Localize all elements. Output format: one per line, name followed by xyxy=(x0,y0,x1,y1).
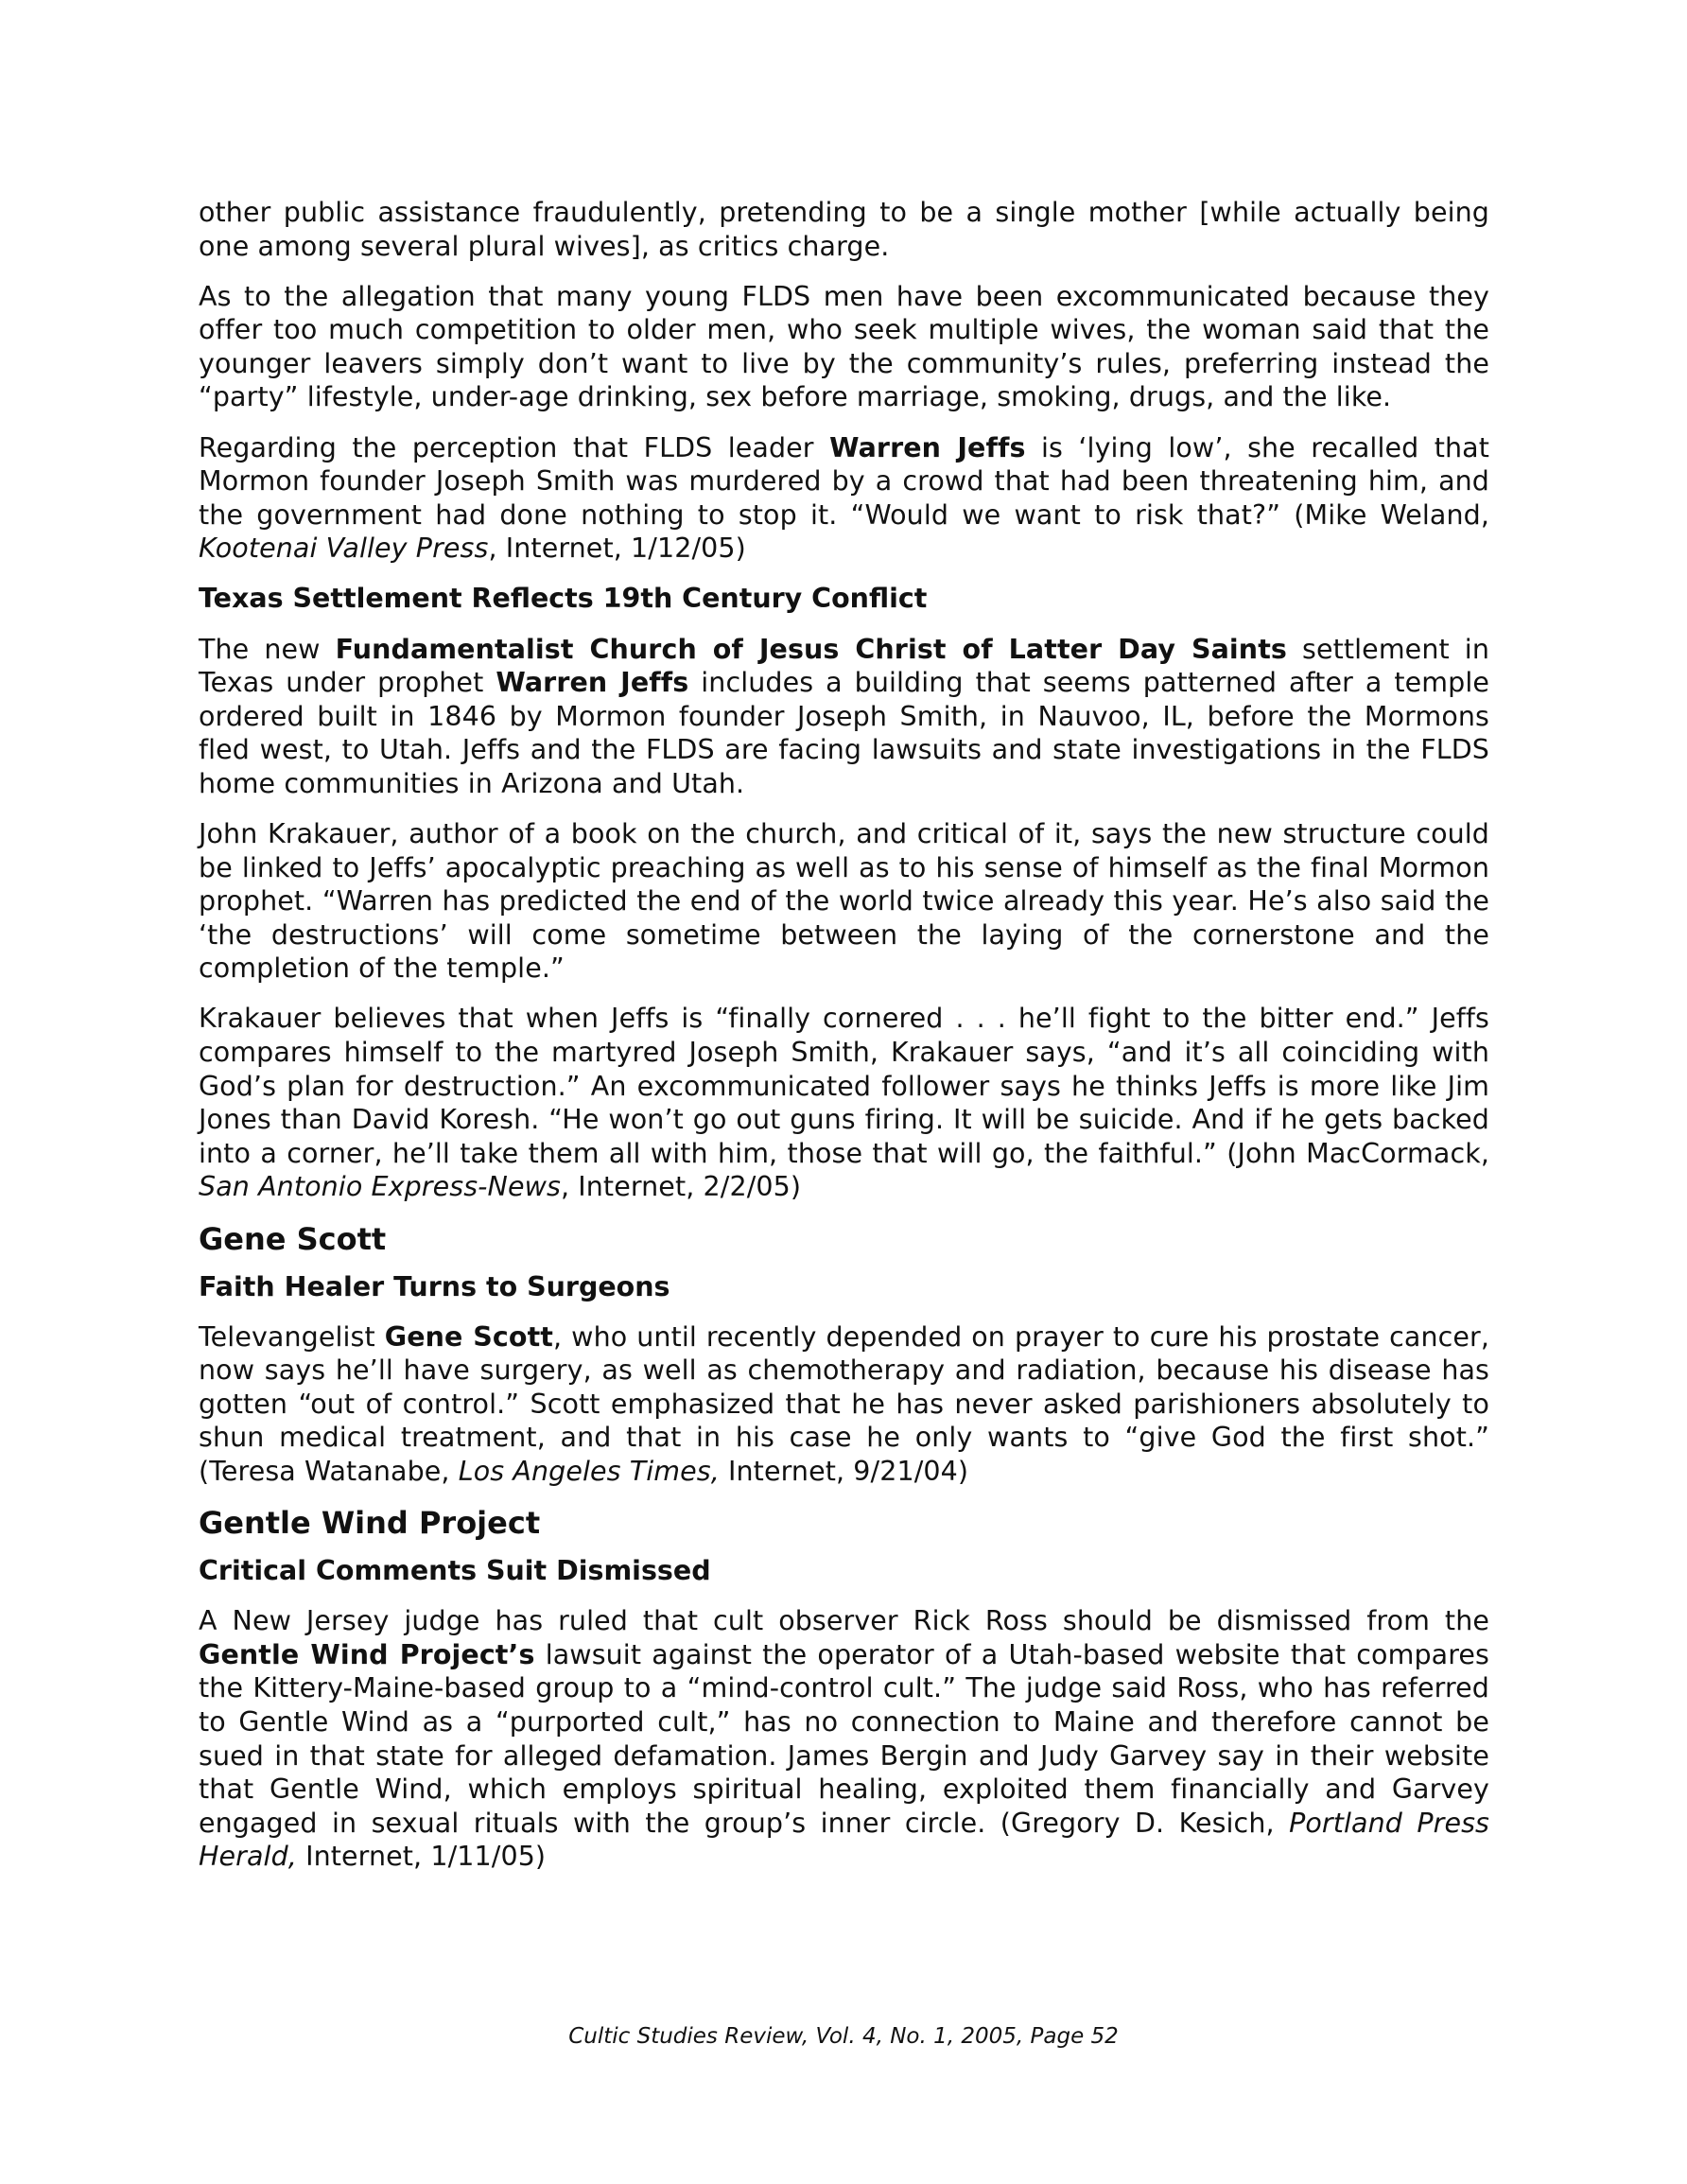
paragraph-text: Televangelist xyxy=(199,1320,385,1353)
paragraph-text: Krakauer believes that when Jeffs is “finally cornered . . . he’ll fight to the bitter end.” Jeffs compares himself to the martyred Joseph Smith, Krakauer says, “and it’s all coinciding with God’s plan for destruction.” An excommunicated follower says he thinks Jeffs is more like Jim Jones than David Koresh. “He won’t go out guns firing. It will be suicide. And if he gets backed into a corner, he’ll take them all with him, those that will go, the faithful.” (John MacCormack, xyxy=(199,1003,1489,1169)
bold-name-gene-scott: Gene Scott xyxy=(384,1320,554,1353)
source-title: Kootenai Valley Press xyxy=(199,533,489,565)
bold-name-warren-jeffs: Warren Jeffs xyxy=(496,667,689,699)
paragraph-text: is ‘lying low’, she recalled that Mormon founder Joseph Smith was murdered by a crowd that had been threatening him, and the government had done nothing to stop it. “Would we want to risk that?” (Mike Weland, xyxy=(199,431,1489,531)
paragraph-text: A New Jersey judge has ruled that cult observer Rick Ross should be dismissed from the xyxy=(199,1605,1489,1637)
source-title: Portland Press Herald, xyxy=(199,1807,1489,1873)
paragraph-krakauer-structure xyxy=(199,817,1489,986)
paragraph-text: , who until recently depended on prayer to cure his prostate cancer, now says he’ll have surgery, as well as chemotherapy and radiation, because his disease has gotten “out of control.” Scott emphasized that he has never asked parishioners absolutely to shun medical treatment, and that in his case he only wants to “give God the first shot.” (Teresa Watanabe, xyxy=(199,1320,1489,1487)
document-page xyxy=(199,196,1489,1890)
paragraph-text: The new xyxy=(199,633,336,665)
paragraph-flds-excommunication xyxy=(199,280,1489,414)
paragraph-krakauer-cornered xyxy=(199,1002,1489,1204)
bold-name-gentle-wind: Gentle Wind Project’s xyxy=(199,1638,535,1670)
citation-text: , Internet, 2/2/05) xyxy=(560,1171,802,1203)
paragraph-texas-settlement xyxy=(199,633,1489,801)
section-heading-gene-scott: Gene Scott xyxy=(199,1220,387,1257)
citation-text: Internet, 1/11/05) xyxy=(296,1841,547,1873)
source-title: San Antonio Express-News xyxy=(199,1171,561,1203)
paragraph-text: settlement in Texas under prophet xyxy=(199,633,1489,699)
paragraph-text: lawsuit against the operator of a Utah-based website that compares the Kittery-Maine-based group to a “mind-control cult.” The judge said Ross, who has referred to Gentle Wind as a “purported cult,” has no connection to Maine and therefore cannot be sued in that state for alleged defamation. James Bergin and Judy Garvey say in their website that Gentle Wind, which employs spiritual healing, exploited them financially and Garvey engaged in sexual rituals with the group’s inner circle. (Gregory D. Kesich, xyxy=(199,1638,1489,1839)
subheading-texas-settlement: Texas Settlement Reflects 19th Century Conflict xyxy=(199,583,928,615)
paragraph-text: John Krakauer, author of a book on the church, and critical of it, says the new structure could be linked to Jeffs’ apocalyptic preaching as well as to his sense of himself as the final Mormon prophet. “Warren has predicted the end of the world twice already this year. He’s also said the ‘the destructions’ will come sometime between the laying of the cornerstone and the completion of the temple.” xyxy=(199,818,1489,985)
paragraph-text: Regarding the perception that FLDS leader xyxy=(199,431,830,463)
bold-name-warren-jeffs: Warren Jeffs xyxy=(829,431,1026,463)
citation-text: , Internet, 1/12/05) xyxy=(488,533,746,565)
paragraph-gentle-wind xyxy=(199,1604,1489,1874)
page-footer: Cultic Studies Review, Vol. 4, No. 1, 2005, Page 52 xyxy=(568,2024,1119,2049)
subheading-faith-healer: Faith Healer Turns to Surgeons xyxy=(199,1270,670,1302)
citation-text: Internet, 9/21/04) xyxy=(719,1456,969,1487)
paragraph-gene-scott xyxy=(199,1320,1489,1489)
source-title: Los Angeles Times, xyxy=(458,1456,720,1487)
paragraph-public-assistance xyxy=(199,196,1489,263)
paragraph-text: other public assistance fraudulently, pretending to be a single mother [while actually being one among several plural wives], as critics charge. xyxy=(199,197,1489,262)
section-heading-gentle-wind: Gentle Wind Project xyxy=(199,1505,541,1542)
bold-name-flds-church: Fundamentalist Church of Jesus Christ of Latter Day Saints xyxy=(335,633,1287,665)
paragraph-text: As to the allegation that many young FLDS men have been excommunicated because they offer too much competition to older men, who seek multiple wives, the woman said that the younger leavers simply don’t want to live by the community’s rules, preferring instead the “party” lifestyle, under-age drinking, sex before marriage, smoking, drugs, and the like. xyxy=(199,280,1489,413)
paragraph-text: includes a building that seems patterned after a temple ordered built in 1846 by Mormon founder Joseph Smith, in Nauvoo, IL, before the Mormons fled west, to Utah. Jeffs and the FLDS are facing lawsuits and state investigations in the FLDS home communities in Arizona and Utah. xyxy=(199,667,1490,799)
subheading-suit-dismissed: Critical Comments Suit Dismissed xyxy=(199,1555,711,1587)
paragraph-lying-low xyxy=(199,431,1489,566)
